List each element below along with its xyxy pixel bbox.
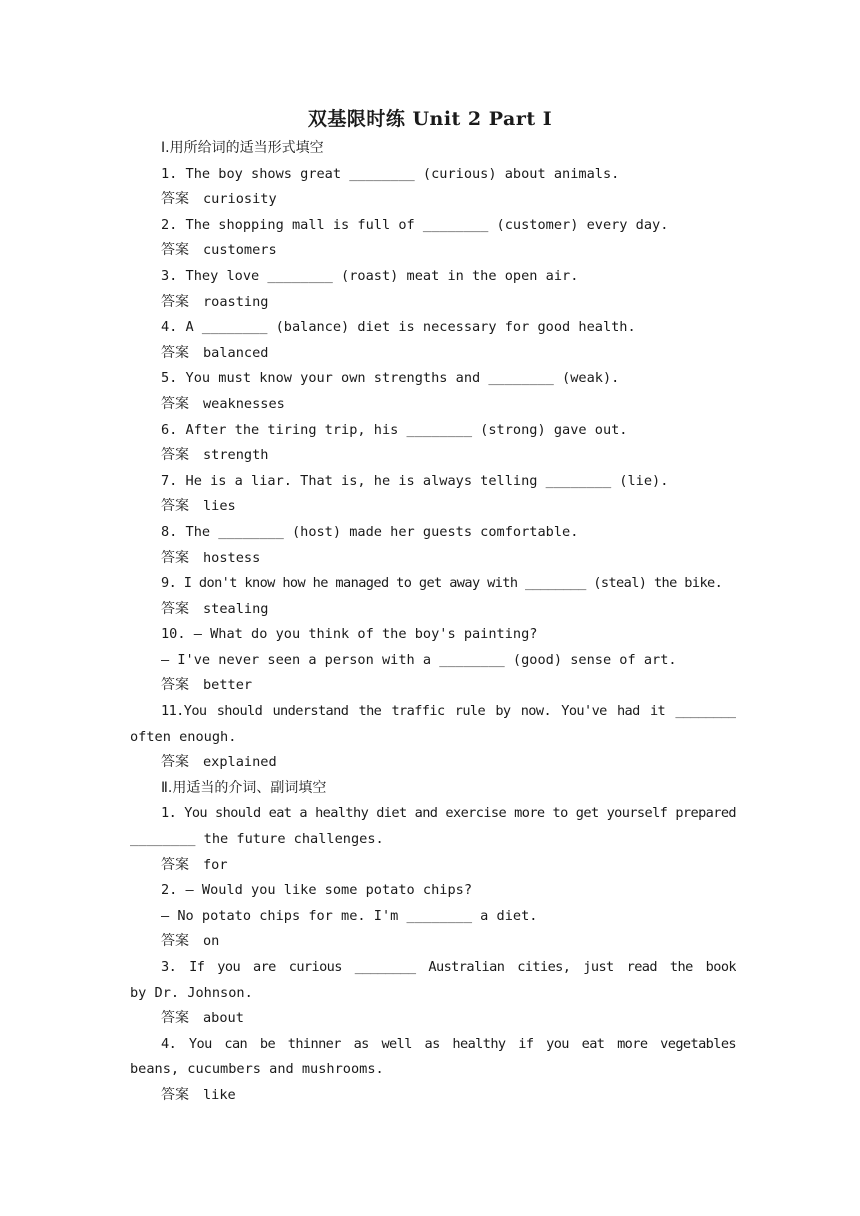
section-1-heading: Ⅰ.用所给词的适当形式填空	[161, 140, 324, 156]
s2-answer-2	[130, 929, 736, 955]
answer-text: balanced	[203, 344, 269, 361]
answer-label: 答案	[161, 600, 189, 617]
s2-question-3-line-1: 3. If you are curious ________ Australian cities, just read the book	[161, 959, 736, 975]
answer-label: 答案	[161, 1010, 189, 1027]
page-title: 双基限时练 Unit 2 Part Ⅰ	[307, 108, 553, 130]
answer-label: 答案	[161, 498, 189, 515]
answer-text: curiosity	[203, 191, 277, 208]
answer-label: 答案	[161, 395, 189, 412]
answer-text: weaknesses	[203, 395, 285, 412]
s2-answer-3	[130, 1006, 736, 1032]
answer-label: 答案	[161, 856, 189, 873]
question-11-line-1: 11.You should understand the traffic rule by now. You've had it ________	[161, 703, 736, 720]
answer-6	[130, 443, 736, 469]
answer-label: 答案	[161, 191, 189, 208]
answer-11	[130, 750, 736, 776]
answer-2	[130, 238, 736, 264]
s2-question-4-line-1: 4. You can be thinner as well as healthy if you eat more vegetables	[161, 1035, 736, 1052]
question-10-line-1: 10. — What do you think of the boy's painting?	[161, 626, 538, 643]
s2-question-3-line-2: by Dr. Johnson.	[130, 984, 253, 1001]
question-10-line-2: — I've never seen a person with a ________ (good) sense of art.	[161, 651, 677, 668]
answer-text: for	[203, 856, 228, 873]
section-2-heading: Ⅱ.用适当的介词、副词填空	[161, 779, 327, 796]
answer-label: 答案	[161, 754, 189, 771]
question-1: 1. The boy shows great ________ (curious) about animals.	[161, 165, 620, 182]
s2-answer-1	[130, 853, 736, 879]
s2-question-1-line-2: ________ the future challenges.	[130, 831, 384, 848]
answer-label: 答案	[161, 447, 189, 464]
s2-question-2-line-2: — No potato chips for me. I'm ________ a diet.	[161, 907, 538, 924]
answer-label: 答案	[161, 242, 189, 259]
answer-label: 答案	[161, 1086, 189, 1103]
answer-text: better	[203, 677, 253, 694]
question-7: 7. He is a liar. That is, he is always telling ________ (lie).	[161, 472, 669, 489]
answer-text: lies	[203, 498, 236, 515]
answer-4	[130, 341, 736, 367]
s2-question-2-line-1: 2. — Would you like some potato chips?	[161, 882, 472, 899]
answer-8	[130, 546, 736, 572]
answer-label: 答案	[161, 344, 189, 361]
question-8: 8. The ________ (host) made her guests comfortable.	[161, 523, 579, 540]
answer-text: on	[203, 933, 220, 950]
answer-text: strength	[203, 447, 269, 464]
answer-text: hostess	[203, 549, 261, 566]
answer-1	[130, 187, 736, 213]
answer-label: 答案	[161, 677, 189, 694]
answer-label: 答案	[161, 293, 189, 310]
question-2: 2. The shopping mall is full of ________ (customer) every day.	[161, 216, 669, 233]
s2-question-1-line-1: 1. You should eat a healthy diet and exercise more to get yourself prepared	[161, 805, 736, 822]
answer-text: roasting	[203, 293, 269, 310]
question-4: 4. A ________ (balance) diet is necessary for good health.	[161, 319, 636, 336]
answer-text: stealing	[203, 600, 269, 617]
answer-10	[130, 673, 736, 699]
question-3: 3. They love ________ (roast) meat in the open air.	[161, 267, 579, 284]
answer-text: explained	[203, 754, 277, 771]
answer-3	[130, 290, 736, 316]
s2-question-4-line-2: beans, cucumbers and mushrooms.	[130, 1061, 384, 1078]
exercise-content	[130, 136, 736, 1109]
answer-text: customers	[203, 242, 277, 259]
answer-5	[130, 392, 736, 418]
answer-text: like	[203, 1086, 236, 1103]
answer-label: 答案	[161, 549, 189, 566]
question-5: 5. You must know your own strengths and ________ (weak).	[161, 370, 620, 387]
s2-answer-4	[130, 1083, 736, 1109]
question-9: 9. I don't know how he managed to get away with ________ (steal) the bike.	[161, 575, 723, 592]
question-6: 6. After the tiring trip, his ________ (strong) gave out.	[161, 421, 628, 438]
question-11-line-2: often enough.	[130, 728, 237, 745]
answer-7	[130, 494, 736, 520]
answer-label: 答案	[161, 933, 189, 950]
answer-9	[130, 597, 736, 623]
answer-text: about	[203, 1010, 244, 1027]
